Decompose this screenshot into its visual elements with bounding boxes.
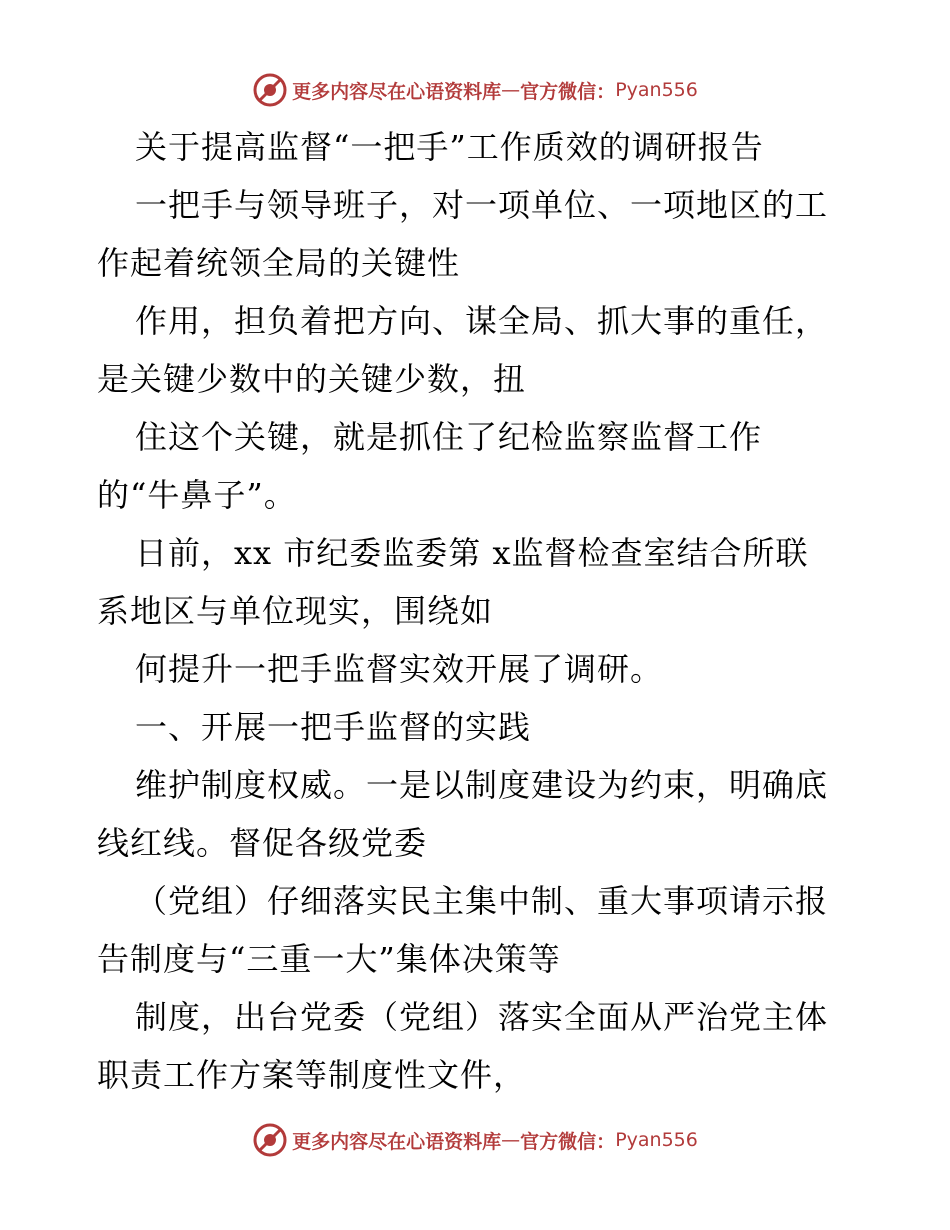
- text-line: 日前，xx 市纪委监委第 x监督检查室结合所联: [135, 534, 809, 572]
- banner-text: 更多内容尽在心语资料库: [292, 80, 502, 103]
- text-line: 线红线。督促各级党委: [97, 824, 428, 862]
- text-line: 制度，出台党委（党组）落实全面从严治党主体: [135, 998, 829, 1036]
- text-line: 一、开展一把手监督的实践: [135, 708, 532, 746]
- text-line: 系地区与单位现实，围绕如: [97, 592, 494, 630]
- text-line: 作用，担负着把方向、谋全局、抓大事的重任，: [135, 302, 829, 340]
- text-line: 维护制度权威。一是以制度建设为约束，明确底: [135, 766, 829, 804]
- text-line: 作起着统领全局的关键性: [97, 244, 461, 282]
- banner-wechat-id: Pyan556: [615, 1129, 698, 1151]
- banner-wechat-label: 官方微信：: [520, 1130, 616, 1153]
- banner-wechat-label: 官方微信：: [520, 80, 616, 103]
- banner-separator: —: [501, 79, 521, 101]
- text-line: 住这个关键，就是抓住了纪检监察监督工作: [135, 418, 763, 456]
- banner-wechat-id: Pyan556: [615, 79, 698, 101]
- text-line: 何提升一把手监督实效开展了调研。: [135, 650, 664, 688]
- text-line: 一把手与领导班子，对一项单位、一项地区的工: [135, 186, 829, 224]
- text-line: 是关键少数中的关键少数，扭: [97, 360, 527, 398]
- text-line: 的“牛鼻子”。: [97, 476, 297, 514]
- header-watermark: [0, 70, 950, 110]
- banner-separator: —: [501, 1129, 521, 1151]
- brand-logo-icon: [252, 72, 288, 108]
- text-line: 关于提高监督“一把手”工作质效的调研报告: [135, 128, 764, 166]
- banner-text: 更多内容尽在心语资料库: [292, 1130, 502, 1153]
- footer-watermark: [0, 1120, 950, 1160]
- text-line: 告制度与“三重一大”集体决策等: [97, 940, 561, 978]
- text-line: 职责工作方案等制度性文件，: [97, 1056, 527, 1094]
- brand-logo-icon: [252, 1122, 288, 1158]
- document-body: [97, 118, 887, 1104]
- text-line: （党组）仔细落实民主集中制、重大事项请示报: [135, 882, 829, 920]
